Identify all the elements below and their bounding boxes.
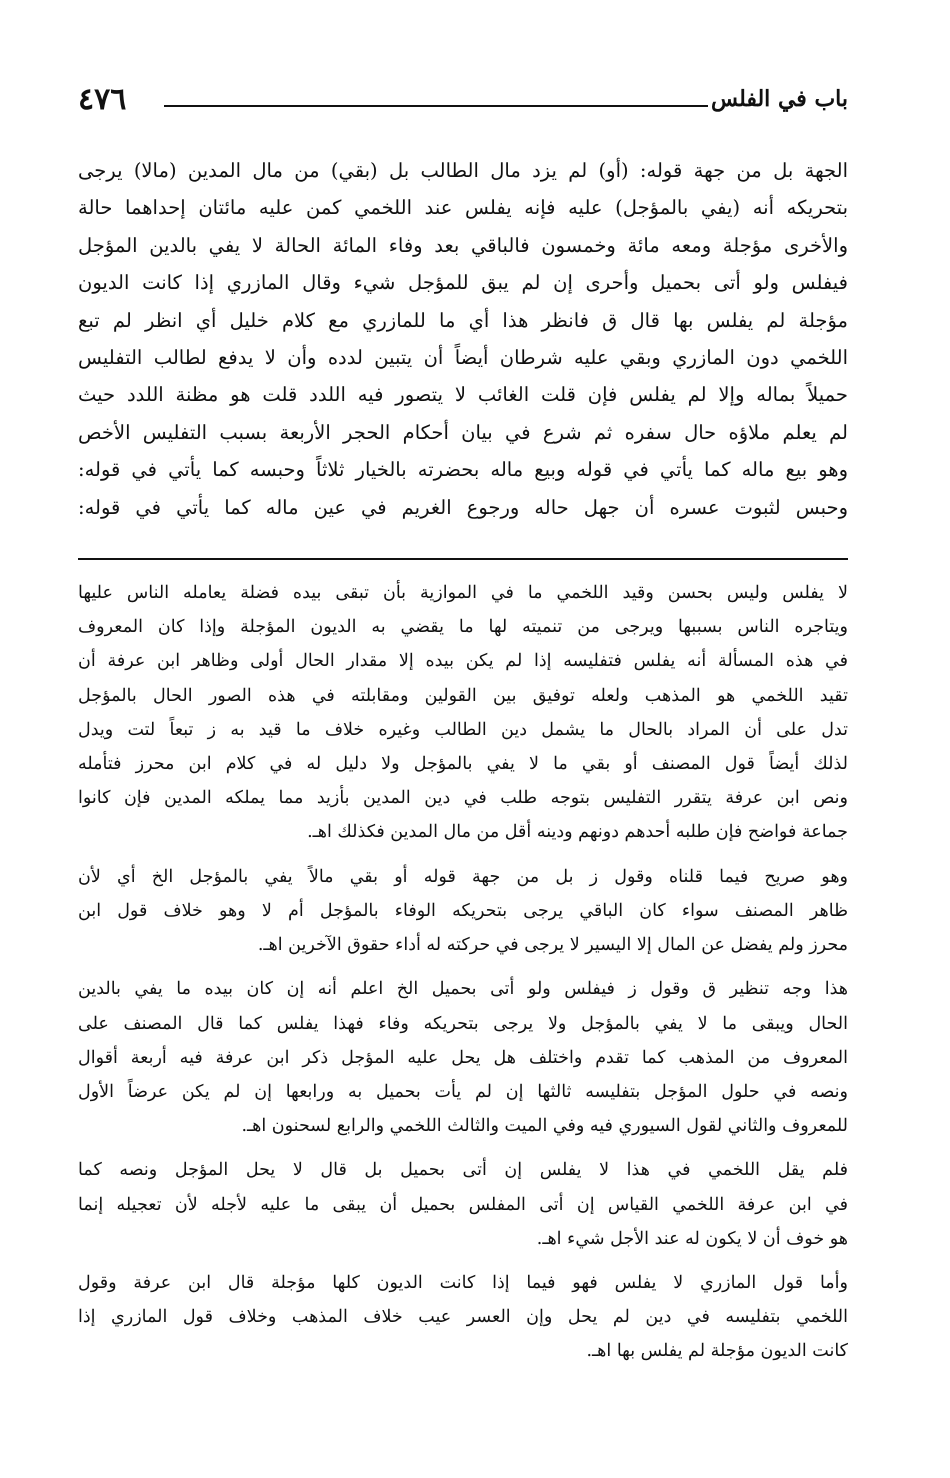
footnotes [78, 576, 848, 1368]
main-line: الجهة بل من جهة قوله: (أو) لم يزد مال الطالب بل (بقي) من مال المدين (مالا) يرجى [78, 159, 848, 182]
main-line: وهو بيع ماله كما يأتي في قوله وبيع ماله بحضرته بالخيار ثلاثاً وحبسه كما يأتي في قوله: [78, 458, 848, 482]
main-paragraph [78, 152, 848, 526]
main-line: مؤجلة لم يفلس بها قال ق فانظر هذا أي ما للمازري مع كلام خليل أي انظر لم تبع [78, 308, 848, 332]
footnote-line: ظاهر المصنف سواء كان الباقي يرجى بتحريكه الوفاء بالمؤجل أم لا وهو خلاف قول ابن [78, 900, 848, 921]
footnote-line: كانت الديون مؤجلة لم يفلس بها اهـ. [586, 1341, 848, 1362]
footnote-line: ويتاجره الناس بسببها ويرجى من تنميته لها ما يقضي به الديون المؤجلة وإذا كان المعروف [78, 617, 848, 638]
footnote-line: الحال ويبقى ما لا يفي بالمؤجل ولا يرجى بتحريكه وفاء فهذا يفلس كما قال المصنف على [78, 1013, 848, 1034]
footnote-line: في هذه المسألة أنه يفلس فتفليسه إذا لم يكن بيده إلا مقدار الحال أولى وظاهر ابن عرفة أن [78, 651, 848, 672]
footnote-line: هو خوف أن لا يكون له عند الأجل شيء اهـ. [536, 1228, 848, 1249]
page [78, 82, 848, 1379]
footnote-separator [78, 558, 848, 560]
footnote-paragraph [78, 972, 848, 1143]
footnote-line: فلم يقل اللخمي في هذا لا يفلس إن أتى بحميل بل قال لا يحل المؤجل ونصه كما [78, 1160, 848, 1181]
footnote-line: هذا وجه تنظير ق وقول ز فيفلس ولو أتى بحميل الخ اعلم أنه إن كان بيده ما يفي بالدين [78, 979, 848, 1000]
main-line: حميلاً بماله وإلا لم يفلس فإن قلت الغائب لا يتصور فيه اللدد قلت هو مظنة اللدد حيث [78, 383, 848, 407]
footnote-line: وهو صريح فيما قلناه وقول ز بل من جهة قوله أو بقي مالاً يفي بالمؤجل الخ أي لأن [78, 866, 848, 887]
footnote-line: ونص ابن عرفة يتقرر التفليس بتوجه طلب في دين المدين بأزيد مما يملكه المدين فإن كانوا [78, 788, 848, 809]
footnote-line: للمعروف والثاني لقول السيوري فيه وفي الميت والثالث اللخمي والرابع لسحنون اهـ. [241, 1116, 848, 1137]
footnote-paragraph [78, 1266, 848, 1369]
footnote-paragraph [78, 576, 848, 850]
footnote-paragraph [78, 860, 848, 963]
footnote-line: ونصه في حلول المؤجل بتفليسه ثالثها إن لم يأت بحميل به ورابعها إن لم يكن عرضاً الأول [78, 1081, 848, 1102]
header-rule [164, 105, 708, 107]
footnote-line: في ابن عرفة اللخمي القياس إن أتى المفلس بحميل أن يبقى ما عليه لأجله لأن تعجيله إنما [78, 1194, 848, 1215]
running-title: باب في الفلس [711, 86, 848, 112]
main-text [78, 152, 848, 526]
main-line: بتحريكه أنه (يفي بالمؤجل) عليه فإنه يفلس عند اللخمي كمن عليه مائتان إحداهما حالة [78, 196, 848, 220]
footnote-line: تدل على أن المراد بالحال ما يشمل دين الطالب وغيره خلاف ما قيد به ز تبعاً لتت ويدل [78, 719, 848, 740]
main-line: وحبس لثبوت عسره أن جهل حاله ورجوع الغريم في عين ماله كما يأتي في قوله: [78, 495, 848, 519]
footnote-line: اللخمي بتفليسه في دين لم يحل وإن العسر عيب خلاف المذهب وخلاف قول المازري إذا [78, 1307, 848, 1328]
main-line: اللخمي دون المازري وبقي عليه شرطان أيضاً أن يتبين لدده وأن لا يدفع لطالب التفليس [78, 346, 848, 370]
page-number: ٤٧٦ [78, 82, 127, 117]
footnote-line: المعروف من المذهب كما تقدم واختلف هل يحل عليه المؤجل ذكر ابن عرفة فيه أربعة أقوال [78, 1047, 848, 1068]
footnote-line: تقيد اللخمي هو المذهب ولعله توفيق بين القولين ومقابلته في هذه الصور الحال بالمؤجل [78, 685, 848, 706]
main-line: والأخرى مؤجلة ومعه مائة وخمسون فالباقي بعد وفاء المائة الحالة لا يفي بالدين المؤجل [78, 233, 848, 257]
footnote-line: محرز ولم يفضل عن المال إلا اليسير لا يرجى في حركته له أداء حقوق الآخرين اهـ. [257, 935, 848, 956]
page-header [78, 82, 848, 122]
main-line: لم يعلم ملاؤه حال سفره ثم شرع في بيان أحكام الحجر الأربعة بسبب التفليس الأخص [78, 420, 848, 444]
footnote-line: لا يفلس وليس بحسن وقيد اللخمي ما في الموازية بأن تبقى بيده فضلة يعامله الناس عليها [78, 583, 848, 604]
footnote-line: وأما قول المازري لا يفلس فهو فيما إذا كانت الديون كلها مؤجلة قال ابن عرفة وقول [78, 1272, 848, 1293]
footnote-line: لذلك أيضاً قول المصنف أو بقي ما لا يفي بالمؤجل ولا دليل له في كلام ابن محرز فتأمله [78, 754, 848, 775]
footnote-paragraph [78, 1153, 848, 1256]
footnote-line: جماعة فواضح فإن طلبه أحدهم دونهم ودينه أقل من مال المدين فكذلك اهـ. [307, 822, 848, 843]
main-line: فيفلس ولو أتى بحميل وأحرى إن لم يبق للمؤجل شيء وقال المازري إذا كانت الديون [78, 271, 848, 295]
